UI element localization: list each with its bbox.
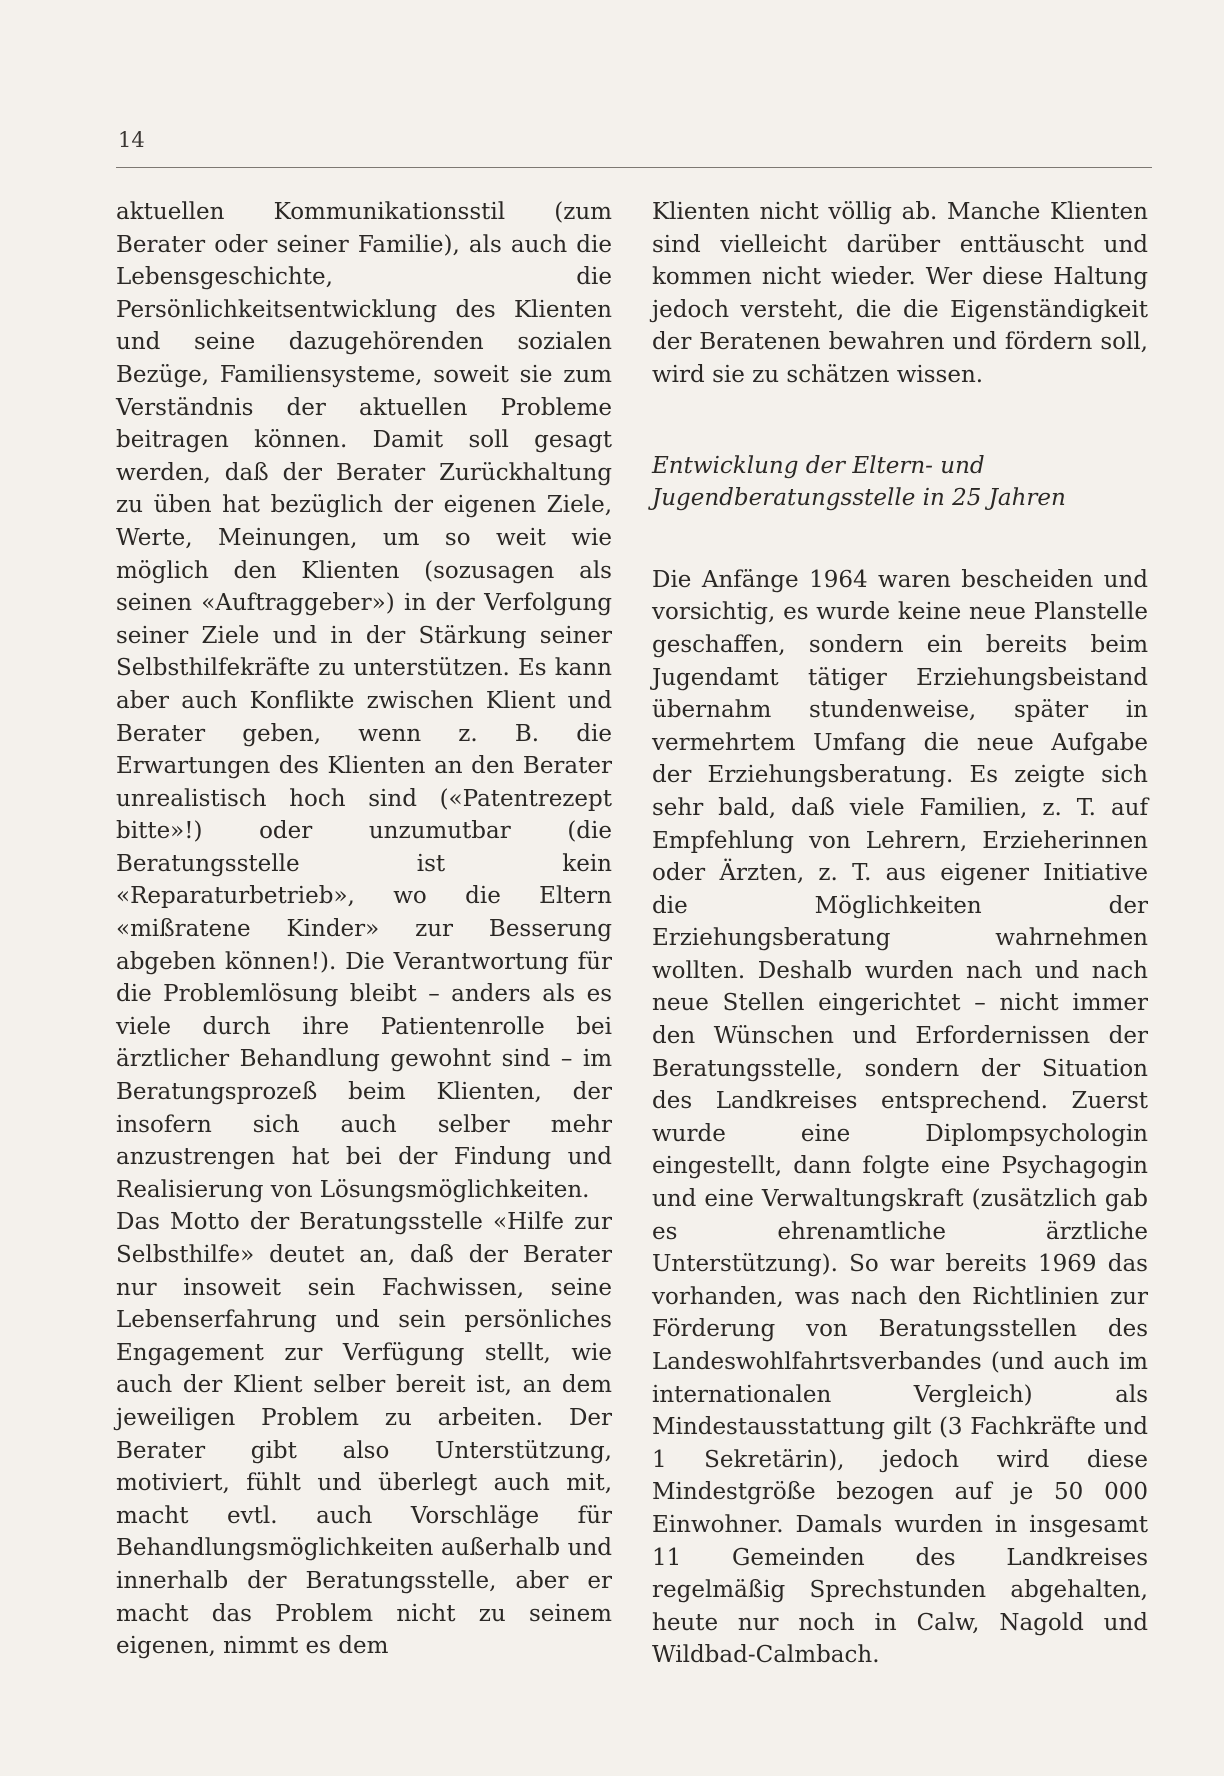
left-column (116, 196, 612, 1663)
right-paragraph-2: Die Anfänge 1964 waren bescheiden und vorsichtig, es wurde keine neue Planstelle geschaffen, sondern ein bereits beim Jugendamt tätiger Erziehungsbeistand übernahm stundenweise, später in vermehrtem Umfang die neue Aufgabe der Erziehungsberatung. Es zeigte sich sehr bald, daß viele Familien, z. T. auf Empfehlung von Lehrern, Erzieherinnen oder Ärzten, z. T. aus eigener Initiative die Möglichkeiten der Erziehungsberatung wahrnehmen wollten. Deshalb wurden nach und nach neue Stellen eingerichtet – nicht immer den Wünschen und Erfordernissen der Beratungsstelle, sondern der Situation des Landkreises entsprechend. Zuerst wurde eine Diplompsychologin eingestellt, dann folgte eine Psychagogin und eine Verwaltungskraft (zusätzlich gab es ehrenamtliche ärztliche Unterstützung). So war bereits 1969 das vorhanden, was nach den Richtlinien zur Förderung von Beratungsstellen des Landeswohlfahrtsverbandes (und auch im internationalen Vergleich) als Mindestausstattung gilt (3 Fachkräfte und 1 Sekretärin), jedoch wird diese Mindestgröße bezogen auf je 50 000 Einwohner. Damals wurden in insgesamt 11 Gemeinden des Landkreises regelmäßig Sprechstunden abgehalten, heute nur noch in Calw, Nagold und Wildbad-Calmbach. (652, 566, 1148, 1669)
section-heading-line-1: Entwicklung der Eltern- und (652, 452, 985, 479)
header-rule (116, 167, 1152, 168)
right-paragraph-1: Klienten nicht völlig ab. Manche Klienten sind vielleicht darüber enttäuscht und kommen nicht wieder. Wer diese Haltung jedoch versteht, die die Eigenständigkeit der Beratenen bewahren und fördern soll, wird sie zu schätzen wissen. (652, 199, 1148, 388)
page-number: 14 (118, 128, 145, 152)
section-heading (652, 450, 1148, 515)
left-paragraph-2: Das Motto der Beratungsstelle «Hilfe zur Selbsthilfe» deutet an, daß der Berater nur insoweit sein Fachwissen, seine Lebenserfahrung und sein persönliches Engagement zur Verfügung stellt, wie auch der Klient selber bereit ist, an dem jeweiligen Problem zu arbeiten. Der Berater gibt also Unterstützung, motiviert, fühlt und überlegt auch mit, macht evtl. auch Vorschläge für Behandlungsmöglichkeiten außerhalb und innerhalb der Beratungsstelle, aber er macht das Problem nicht zu seinem eigenen, nimmt es dem (116, 1209, 612, 1660)
right-column (652, 196, 1148, 1672)
section-heading-line-2: Jugendberatungsstelle in 25 Jahren (652, 485, 1066, 512)
left-paragraph-1: aktuellen Kommunikationsstil (zum Berater oder seiner Familie), als auch die Lebensgeschichte, die Persönlichkeitsentwicklung des Klienten und seine dazugehörenden sozialen Bezüge, Familiensysteme, soweit sie zum Verständnis der aktuellen Probleme beitragen können. Damit soll gesagt werden, daß der Berater Zurückhaltung zu üben hat bezüglich der eigenen Ziele, Werte, Meinungen, um so weit wie möglich den Klienten (sozusagen als seinen «Auftraggeber») in der Verfolgung seiner Ziele und in der Stärkung seiner Selbsthilfekräfte zu unterstützen. Es kann aber auch Konflikte zwischen Klient und Berater geben, wenn z. B. die Erwartungen des Klienten an den Berater unrealistisch hoch sind («Patentrezept bitte»!) oder unzumutbar (die Beratungsstelle ist kein «Reparaturbetrieb», wo die Eltern «mißratene Kinder» zur Besserung abgeben können!). Die Verantwortung für die Problemlösung bleibt – anders als es viele durch ihre Patientenrolle bei ärztlicher Behandlung gewohnt sind – im Beratungsprozeß beim Klienten, der insofern sich auch selber mehr anzustrengen hat bei der Findung und Realisierung von Lösungsmöglichkeiten. (116, 199, 612, 1203)
